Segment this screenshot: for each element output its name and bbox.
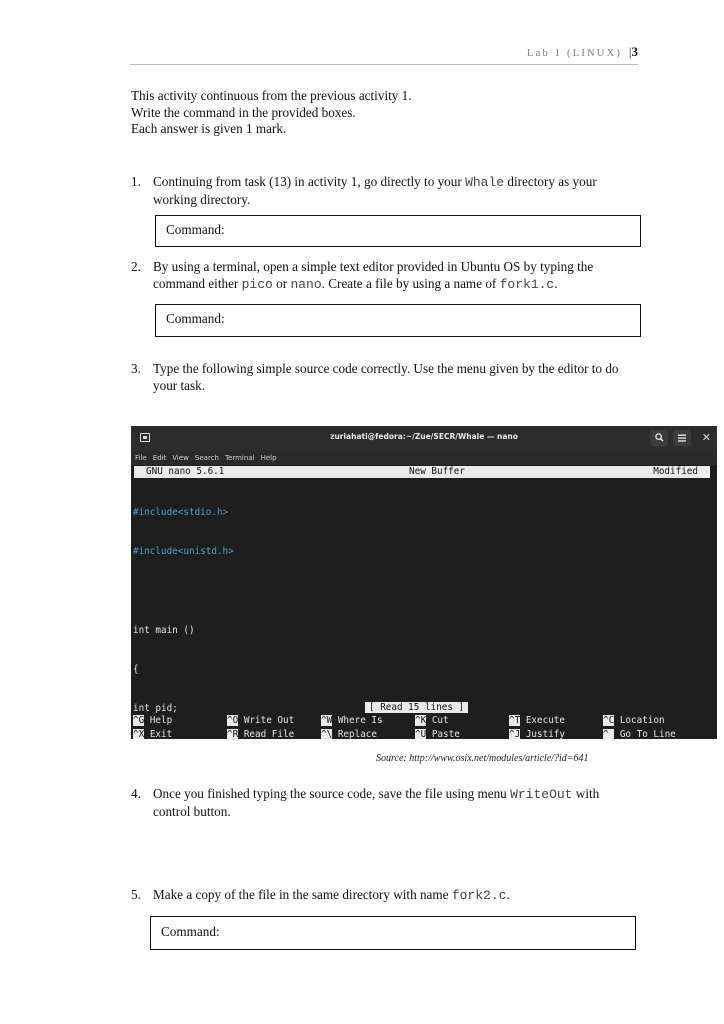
shortcut-paste[interactable] — [415, 728, 460, 740]
shortcut-label: Cut — [431, 715, 449, 726]
shortcut-go-to-line[interactable] — [603, 728, 676, 740]
code-line: int main () — [133, 624, 195, 636]
intro-line: Each answer is given 1 mark. — [131, 121, 287, 136]
close-icon[interactable]: ✕ — [701, 431, 711, 444]
text-segment: directory as your working directory. — [153, 174, 597, 207]
question-number: 5. — [131, 887, 141, 902]
question-number: 3. — [131, 361, 141, 376]
shortcut-execute[interactable] — [509, 714, 565, 728]
shortcut-key: ^K — [415, 715, 427, 726]
shortcut-row — [133, 714, 717, 728]
question-text: Type the following simple source code correctly. Use the menu given by the editor to do your task. — [153, 361, 619, 393]
text-segment: . Create a file by using a name of — [321, 276, 500, 291]
question-number: 1. — [131, 174, 141, 189]
question-text — [153, 785, 631, 820]
shortcut-label: Write Out — [243, 715, 295, 726]
code-line: #include<unistd.h> — [133, 546, 234, 558]
modified-status: Modified — [653, 466, 698, 477]
buffer-name: New Buffer — [409, 466, 465, 477]
question-3 — [131, 360, 631, 394]
terminal-window — [131, 426, 717, 739]
page-header — [130, 44, 638, 65]
shortcut-label: Where Is — [337, 715, 383, 726]
shortcut-row — [133, 728, 717, 740]
command-label: Command: — [166, 222, 225, 237]
question-5 — [131, 886, 631, 904]
command-box-1[interactable] — [155, 215, 641, 247]
shortcut-write-out[interactable] — [227, 714, 294, 728]
text-segment: . — [554, 276, 558, 291]
question-number: 4. — [131, 786, 141, 801]
shortcut-key: ^G — [133, 715, 145, 726]
nano-header-bar — [134, 466, 710, 478]
question-text — [153, 173, 631, 208]
shortcut-replace[interactable] — [321, 728, 377, 740]
code-line — [133, 584, 463, 597]
shortcut-justify[interactable] — [509, 728, 565, 740]
question-number: 2. — [131, 259, 141, 274]
intro-line: This activity continuous from the previous activity 1. — [131, 88, 412, 103]
shortcut-read-file[interactable] — [227, 728, 294, 740]
shortcut-key: ^R — [227, 728, 239, 739]
shortcut-key: ^U — [415, 728, 427, 739]
question-4 — [131, 785, 631, 820]
text-segment: or — [272, 276, 291, 291]
shortcut-label: Execute — [525, 715, 565, 726]
read-status-message: [ Read 15 lines ] — [365, 702, 468, 713]
shortcut-cut[interactable] — [415, 714, 449, 728]
nano-shortcut-bar — [133, 714, 717, 739]
code-line: #include<stdio.h> — [133, 507, 229, 519]
command-label: Command: — [161, 924, 220, 939]
text-segment: Continuing from task (13) in activity 1, go directly to your — [153, 174, 466, 189]
menu-search[interactable]: Search — [194, 454, 219, 462]
shortcut-location[interactable] — [603, 714, 665, 728]
code-area[interactable] — [133, 480, 463, 739]
shortcut-label: Help — [149, 715, 173, 726]
question-text — [153, 258, 641, 293]
shortcut-label: Go To Line — [619, 728, 676, 739]
search-icon[interactable] — [650, 430, 668, 446]
shortcut-label: Exit — [149, 728, 173, 739]
code-segment: WriteOut — [510, 787, 573, 802]
menu-help[interactable]: Help — [260, 454, 277, 462]
header-separator: | — [628, 44, 632, 59]
shortcut-label: Location — [619, 715, 665, 726]
shortcut-label: Read File — [243, 728, 295, 739]
terminal-menubar — [131, 451, 717, 465]
code-segment: pico — [241, 277, 273, 292]
question-2 — [131, 258, 641, 293]
menu-edit[interactable]: Edit — [152, 454, 167, 462]
shortcut-key: ^W — [321, 715, 333, 726]
lab-title: Lab 1 (LINUX) — [526, 48, 623, 59]
code-segment: fork1.c — [499, 277, 555, 292]
shortcut-key: ^T — [509, 715, 521, 726]
shortcut-key: ^\ — [321, 728, 333, 739]
code-line: int pid; — [133, 702, 178, 714]
code-segment: fork2.c — [451, 888, 507, 903]
menu-terminal[interactable]: Terminal — [224, 454, 255, 462]
intro-line: Write the command in the provided boxes. — [131, 104, 356, 120]
command-box-5[interactable] — [150, 916, 636, 950]
code-line: { — [133, 663, 139, 675]
shortcut-where-is[interactable] — [321, 714, 383, 728]
command-box-2[interactable] — [155, 304, 641, 337]
shortcut-key: ^O — [227, 715, 239, 726]
code-segment: Whale — [465, 175, 505, 190]
text-segment: with control button. — [153, 786, 600, 819]
question-text — [153, 886, 631, 904]
hamburger-menu-icon[interactable] — [673, 430, 691, 446]
terminal-titlebar — [131, 426, 717, 451]
page-number: 3 — [631, 44, 638, 59]
menu-file[interactable]: File — [135, 454, 147, 462]
command-label: Command: — [166, 311, 225, 326]
shortcut-exit[interactable] — [133, 728, 172, 740]
text-segment: . — [506, 887, 510, 902]
shortcut-key: ^X — [133, 728, 145, 739]
text-segment: Once you finished typing the source code, save the file using menu — [153, 786, 511, 801]
shortcut-key: ^_ — [603, 728, 615, 739]
shortcut-label: Paste — [431, 728, 460, 739]
question-1 — [131, 173, 631, 208]
shortcut-help[interactable] — [133, 714, 172, 728]
source-caption: Source: http://www.osix.net/modules/article/?id=641 — [376, 753, 589, 764]
menu-view[interactable]: View — [172, 454, 189, 462]
code-segment: nano — [290, 277, 322, 292]
shortcut-key: ^J — [509, 728, 521, 739]
shortcut-key: ^C — [603, 715, 615, 726]
text-segment: By using a terminal, open a simple text editor provided in Ubuntu OS by typing the command either — [153, 259, 594, 291]
nano-version: GNU nano 5.6.1 — [146, 466, 225, 477]
shortcut-label: Replace — [337, 728, 377, 739]
intro-text — [131, 88, 412, 138]
text-segment: Make a copy of the file in the same directory with name — [153, 887, 452, 902]
shortcut-label: Justify — [525, 728, 565, 739]
terminal-title: zuriahati@fedora:~/Zue/SECR/Whale — nano — [330, 432, 518, 441]
